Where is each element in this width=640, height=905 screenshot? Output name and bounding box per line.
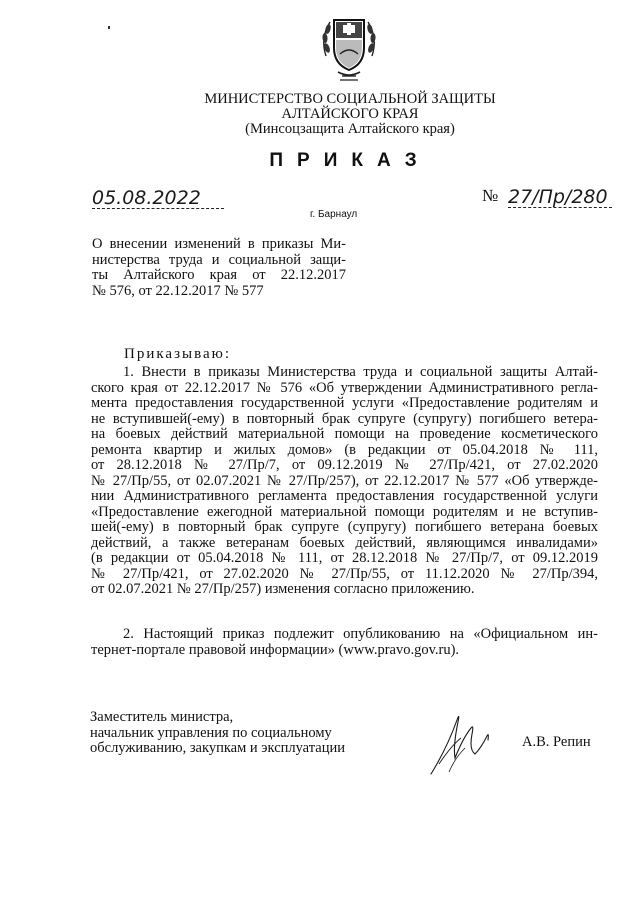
text-line: нии Административного регламента предоставления государственной услуги — [91, 488, 598, 504]
document-subject — [92, 237, 346, 299]
text-line: от 28.12.2018 № 27/Пр/7, от 09.12.2019 № 27/Пр/421, от 27.02.2020 — [91, 457, 598, 473]
text-line: мента предоставления государственной услуги «Предоставление родителям и — [91, 395, 598, 411]
document-title: ПРИКАЗ — [269, 150, 431, 171]
text-line: № 27/Пр/421, от 27.02.2020 № 27/Пр/55, от 11.12.2020 № 27/Пр/394, — [91, 565, 598, 582]
text-line: «Предоставление ежегодной материальной помощи родителям и не вступив- — [91, 503, 598, 520]
text-line: (в редакции от 05.04.2018 № 111, от 28.12.2018 № 27/Пр/7, от 09.12.2019 — [91, 550, 598, 566]
document-date: 05.08.2022 — [92, 188, 224, 209]
text-line: от 02.07.2021 № 27/Пр/257) изменения согласно приложению. — [91, 581, 475, 597]
handwritten-signature — [425, 708, 525, 778]
text-line: № 27/Пр/55, от 02.07.2021 № 27/Пр/257), от 22.12.2017 № 577 «Об утвержде- — [91, 472, 598, 489]
ministry-name-line-2: АЛТАЙСКОГО КРАЯ — [281, 106, 419, 122]
text-line: шей(-ему) в повторный брак супруге (супругу) погибшего ветерана боевых — [91, 519, 598, 535]
order-point-1 — [91, 365, 598, 598]
text-line: тернет-портале правовой информации» (www.pravo.gov.ru). — [91, 641, 460, 658]
subject-line: О внесении изменений в приказы Ми- — [92, 236, 346, 252]
text-line: действий, а также ветеранам боевых действий, являющимся инвалидами» — [91, 534, 598, 551]
order-intro: Приказываю: — [124, 346, 231, 362]
number-sign: № — [482, 186, 499, 205]
coat-of-arms-emblem — [318, 8, 380, 88]
scan-speck — [108, 26, 110, 29]
document-city: г. Барнаул — [310, 209, 358, 220]
text-line: на боевых действий материальной помощи на проведение косметического — [91, 426, 598, 442]
text-line: ского края от 22.12.2017 № 576 «Об утверждении Административного регла- — [91, 379, 598, 396]
text-line: ремонта квартир и жилых домов» (в редакции от 05.04.2018 № 111, — [91, 441, 598, 458]
subject-line: ты Алтайского края от 22.12.2017 — [92, 267, 346, 283]
signatory-name: А.В. Репин — [522, 734, 591, 750]
ministry-name-line-1: МИНИСТЕРСТВО СОЦИАЛЬНОЙ ЗАЩИТЫ — [204, 91, 496, 107]
document-number: 27/Пр/280 — [508, 187, 612, 208]
position-line: начальник управления по социальному — [90, 724, 332, 741]
text-line: не вступившей(-ему) в повторный брак супруге (супругу) погибшего ветера- — [91, 410, 598, 427]
position-line: обслуживанию, закупкам и эксплуатации — [90, 740, 345, 756]
ministry-short-name: (Минсоцзащита Алтайского края) — [245, 121, 455, 137]
signatory-position — [90, 710, 345, 757]
subject-line: № 576, от 22.12.2017 № 577 — [92, 282, 264, 299]
order-point-2 — [91, 627, 598, 658]
text-line: 1. Внести в приказы Министерства труда и социальной защиты Алтай- — [123, 364, 598, 380]
subject-line: нистерства труда и социальной защи- — [92, 251, 346, 268]
text-line: 2. Настоящий приказ подлежит опубликованию на «Официальном ин- — [123, 626, 598, 642]
position-line: Заместитель министра, — [90, 709, 234, 725]
